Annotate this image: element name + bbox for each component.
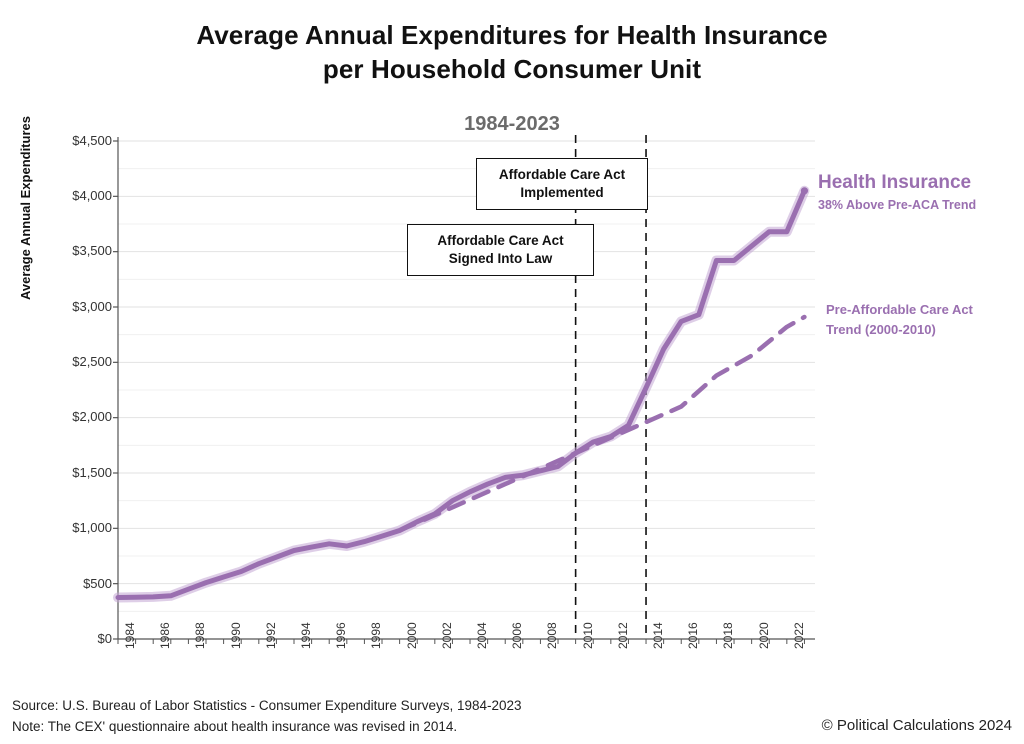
y-axis-label: Average Annual Expenditures xyxy=(18,116,33,300)
x-tick-label: 2014 xyxy=(651,622,666,649)
title-line-1: Average Annual Expenditures for Health Insurance xyxy=(196,20,828,50)
y-tick-label: $3,000 xyxy=(72,299,112,314)
y-tick-label: $0 xyxy=(97,631,112,646)
x-tick-label: 2018 xyxy=(721,622,736,649)
y-tick-label: $3,500 xyxy=(72,243,112,258)
x-tick-label: 2016 xyxy=(686,622,701,649)
x-tick-label: 2006 xyxy=(510,622,525,649)
chart-subtitle: 1984-2023 xyxy=(464,113,560,135)
annotation-aca-signed xyxy=(407,224,594,276)
x-tick-label: 1996 xyxy=(334,622,349,649)
x-tick-label: 1998 xyxy=(369,622,384,649)
y-tick-label: $500 xyxy=(83,576,112,591)
y-tick-label: $1,500 xyxy=(72,465,112,480)
x-tick-label: 2008 xyxy=(545,622,560,649)
y-tick-label: $1,000 xyxy=(72,520,112,535)
x-tick-label: 2022 xyxy=(791,622,806,649)
x-tick-label: 2012 xyxy=(615,622,630,649)
title-line-2: per Household Consumer Unit xyxy=(322,54,702,84)
annotation-line: Affordable Care Act xyxy=(498,167,626,182)
x-tick-label: 1990 xyxy=(228,622,243,649)
x-tick-label: 2004 xyxy=(475,622,490,649)
annotation-aca-implemented xyxy=(476,158,648,210)
x-tick-label: 1986 xyxy=(158,622,173,649)
x-tick-label: 2000 xyxy=(404,622,419,649)
annotation-line: Implemented xyxy=(520,185,604,200)
trend-label-line: Trend (2000-2010) xyxy=(826,322,936,337)
y-tick-label: $4,000 xyxy=(72,188,112,203)
x-tick-label: 2010 xyxy=(580,622,595,649)
x-tick-label: 1984 xyxy=(123,622,137,649)
methodology-note: Note: The CEX' questionnaire about health insurance was revised in 2014. xyxy=(12,719,458,734)
annotation-line: Signed Into Law xyxy=(448,251,553,266)
x-tick-label: 2020 xyxy=(756,622,771,649)
trend-label-line: Pre-Affordable Care Act xyxy=(826,302,973,317)
y-tick-label: $4,500 xyxy=(72,133,112,148)
y-tick-label: $2,500 xyxy=(72,354,112,369)
x-tick-label: 1992 xyxy=(263,622,278,649)
series-sublabel-above-trend: 38% Above Pre-ACA Trend xyxy=(818,198,977,212)
copyright-notice: © Political Calculations 2024 xyxy=(821,717,1012,734)
series-label-health-insurance: Health Insurance xyxy=(818,172,972,193)
annotation-line: Affordable Care Act xyxy=(437,233,564,248)
y-tick-label: $2,000 xyxy=(72,409,112,424)
x-tick-label: 1988 xyxy=(193,622,208,649)
series-label-pre-aca-trend xyxy=(826,300,973,340)
x-tick-label: 2002 xyxy=(439,622,454,649)
x-tick-label: 1994 xyxy=(299,622,313,649)
source-note: Source: U.S. Bureau of Labor Statistics - Consumer Expenditure Surveys, 1984-2023 xyxy=(12,698,522,713)
